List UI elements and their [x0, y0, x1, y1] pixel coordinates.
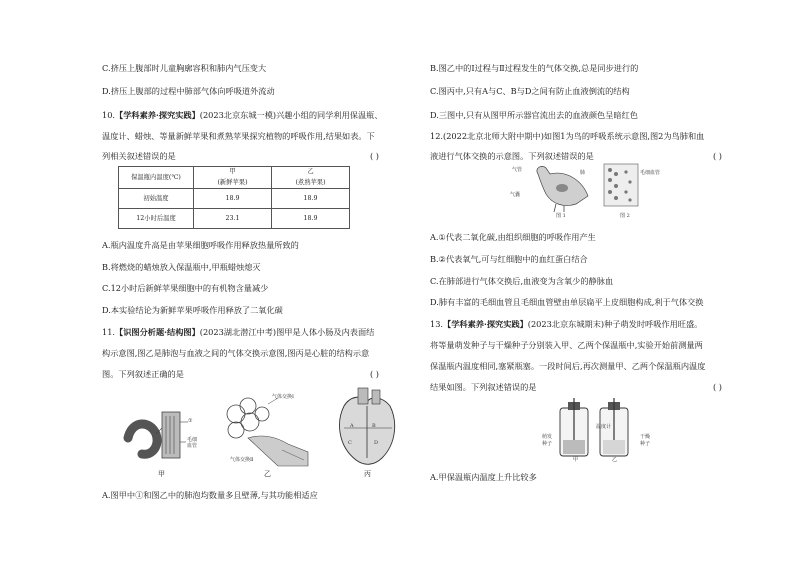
q12-answer-paren: ( ): [713, 151, 722, 161]
bird-label-air-sac: 气囊: [510, 192, 521, 198]
bird-fig1-caption: 图 1: [556, 213, 566, 219]
heart-figure: [330, 386, 404, 470]
table-r2-jia: 23.1: [194, 209, 272, 229]
q11-stem-line1: [102, 327, 374, 337]
flask-jia-caption: 甲: [573, 457, 579, 463]
table-r1-jia: 18.9: [194, 189, 272, 209]
q12-option-b: B.②代表氧气,可与红细胞中的血红蛋白结合: [430, 254, 588, 264]
fig-jia-caption: 甲: [158, 470, 165, 478]
q11-stem-line3: 图。下列叙述正确的是: [102, 369, 184, 379]
q13-number: 13.: [430, 319, 444, 329]
fig-yi-label-gas1: 气体交换Ⅰ: [272, 394, 294, 400]
table-r2-yi: 18.9: [272, 209, 350, 229]
bird-label-capillary: 毛细血管: [640, 170, 661, 176]
table-sub-yi: (煮熟苹果): [272, 178, 350, 189]
flask-label-dry-1: 干燥: [640, 434, 651, 440]
q11-stem-line2: 构示意图,图乙是肺泡与血液之间的气体交换示意图,图丙是心脏的结构示意: [102, 348, 370, 358]
flask-label-thermometer: 温度计: [596, 424, 612, 430]
q11-option-b: B.图乙中的Ⅰ过程与Ⅱ过程发生的气体交换,总是同步进行的: [430, 63, 639, 73]
q11-number: 11.: [102, 327, 116, 337]
fig-jia-label-1: ①: [188, 418, 193, 424]
q12-option-a: A.①代表二氧化碳,由组织细胞的呼吸作用产生: [430, 232, 596, 242]
q12-option-c: C.在肺部进行气体交换后,血液变为含氧少的静脉血: [430, 276, 614, 286]
fig-jia-label-cap2: 血管: [187, 443, 198, 449]
q10-option-c: C.12小时后新鲜苹果细胞中的有机物含量减少: [102, 283, 269, 293]
q10-answer-paren: ( ): [370, 151, 379, 161]
q10-tag: 【学科素养·探究实践】: [115, 110, 200, 120]
table-col-yi: 乙: [272, 167, 350, 178]
q10-stem-line2: 温度计、蜡烛、等量新鲜苹果和煮熟苹果探究植物的呼吸作用,结果如表。下: [102, 131, 375, 141]
q12-stem-line1: 12.(2022北京北师大附中期中)如图1为鸟的呼吸系统示意图,图2为鸟肺和血: [430, 131, 705, 141]
heart-label-d: D: [374, 440, 379, 446]
q13-stem-line1: [430, 319, 702, 329]
q9-option-d: D.挤压上腹部的过程中肺部气体向呼吸道外流动: [102, 86, 275, 96]
q10-number: 10.: [102, 110, 116, 120]
bird-label-trachea: 气管: [512, 167, 523, 173]
bird-respiratory-figure: [526, 160, 596, 214]
heart-label-b: B: [372, 423, 376, 429]
q13-tag: 【学科素养·探究实践】: [443, 319, 528, 329]
q13-answer-paren: ( ): [713, 382, 722, 392]
q12-stem-line2: 液进行气体交换的示意图。下列叙述错误的是: [430, 151, 594, 161]
q10-option-a: A.瓶内温度升高是由苹果细胞呼吸作用释放热量所致的: [102, 240, 299, 250]
table-r2-label: 12小时后温度: [119, 209, 194, 229]
q11-option-c: C.图丙中,只有A与C、B与D之间有防止血液倒流的结构: [430, 86, 630, 96]
q12-option-d: D.肺有丰富的毛细血管且毛细血管壁由单层扁平上皮细胞构成,利于气体交换: [430, 297, 704, 307]
table-r1-label: 初始温度: [119, 189, 194, 209]
q10-data-table: [118, 166, 350, 229]
flask-label-germinating-1: 萌发: [542, 434, 553, 440]
table-col-jia: 甲: [194, 167, 272, 178]
table-row-header: 保温瓶内温度(℃): [119, 167, 194, 189]
q13-stem-line2: 将等量萌发种子与干燥种子分别装入甲、乙两个保温瓶中,实验开始前测量两: [430, 340, 703, 350]
bird-fig2-caption: 图 2: [620, 213, 630, 219]
bird-lung-exchange-figure: [602, 162, 640, 208]
q11-tag: 【识图分析题·结构图】: [115, 327, 200, 337]
fig-yi-caption: 乙: [264, 470, 271, 478]
q11-option-a: A.图甲中①和图乙中的肺泡均数量多且壁薄,与其功能相适应: [102, 490, 318, 500]
flask-label-dry-2: 种子: [640, 441, 651, 447]
fig-jia-label-cap1: 毛细: [187, 437, 198, 443]
q10-stem-line3: 列相关叙述错误的是: [102, 151, 176, 161]
q13-option-a: A.甲保温瓶内温度上升比较多: [430, 472, 537, 482]
table-sub-jia: (新鲜苹果): [194, 178, 272, 189]
q10-stem-line1: [102, 110, 383, 120]
fig-yi-label-gas2: 气体交换Ⅱ: [230, 457, 254, 463]
fig-bing-caption: 丙: [364, 470, 371, 478]
q11-answer-paren: ( ): [370, 369, 379, 379]
q13-text1: (2023北京东城期末)种子萌发时呼吸作用旺盛。: [527, 319, 703, 329]
flask-label-germinating-2: 种子: [542, 441, 553, 447]
q10-option-b: B.将燃烧的蜡烛放入保温瓶中,甲瓶蜡烛熄灭: [102, 262, 261, 272]
q13-stem-line3: 保温瓶内温度相同,塞紧瓶塞。一段时间后,再次测量甲、乙两个保温瓶内温度: [430, 361, 706, 371]
heart-label-c: C: [348, 440, 352, 446]
heart-label-a: A: [350, 423, 354, 429]
flask-yi-caption: 乙: [612, 457, 618, 463]
q9-option-c: C.挤压上腹部时儿童胸廓容积和肺内气压变大: [102, 63, 267, 73]
q10-option-d: D.本实验结论为新鲜苹果呼吸作用释放了二氧化碳: [102, 305, 283, 315]
q13-stem-line4: 结果如图。下列叙述错误的是: [430, 382, 537, 392]
q11-text1: (2023湖北潜江中考)图甲是人体小肠及内表面结: [199, 327, 375, 337]
table-r1-yi: 18.9: [272, 189, 350, 209]
bird-label-lung: 肺: [580, 170, 586, 176]
small-intestine-figure: [120, 398, 210, 468]
q10-text1: (2023北京东城一模)兴趣小组的同学利用保温瓶、: [199, 110, 383, 120]
q11-option-d: D.三图中,只有从图甲所示器官流出去的血液颜色呈暗红色: [430, 110, 638, 120]
